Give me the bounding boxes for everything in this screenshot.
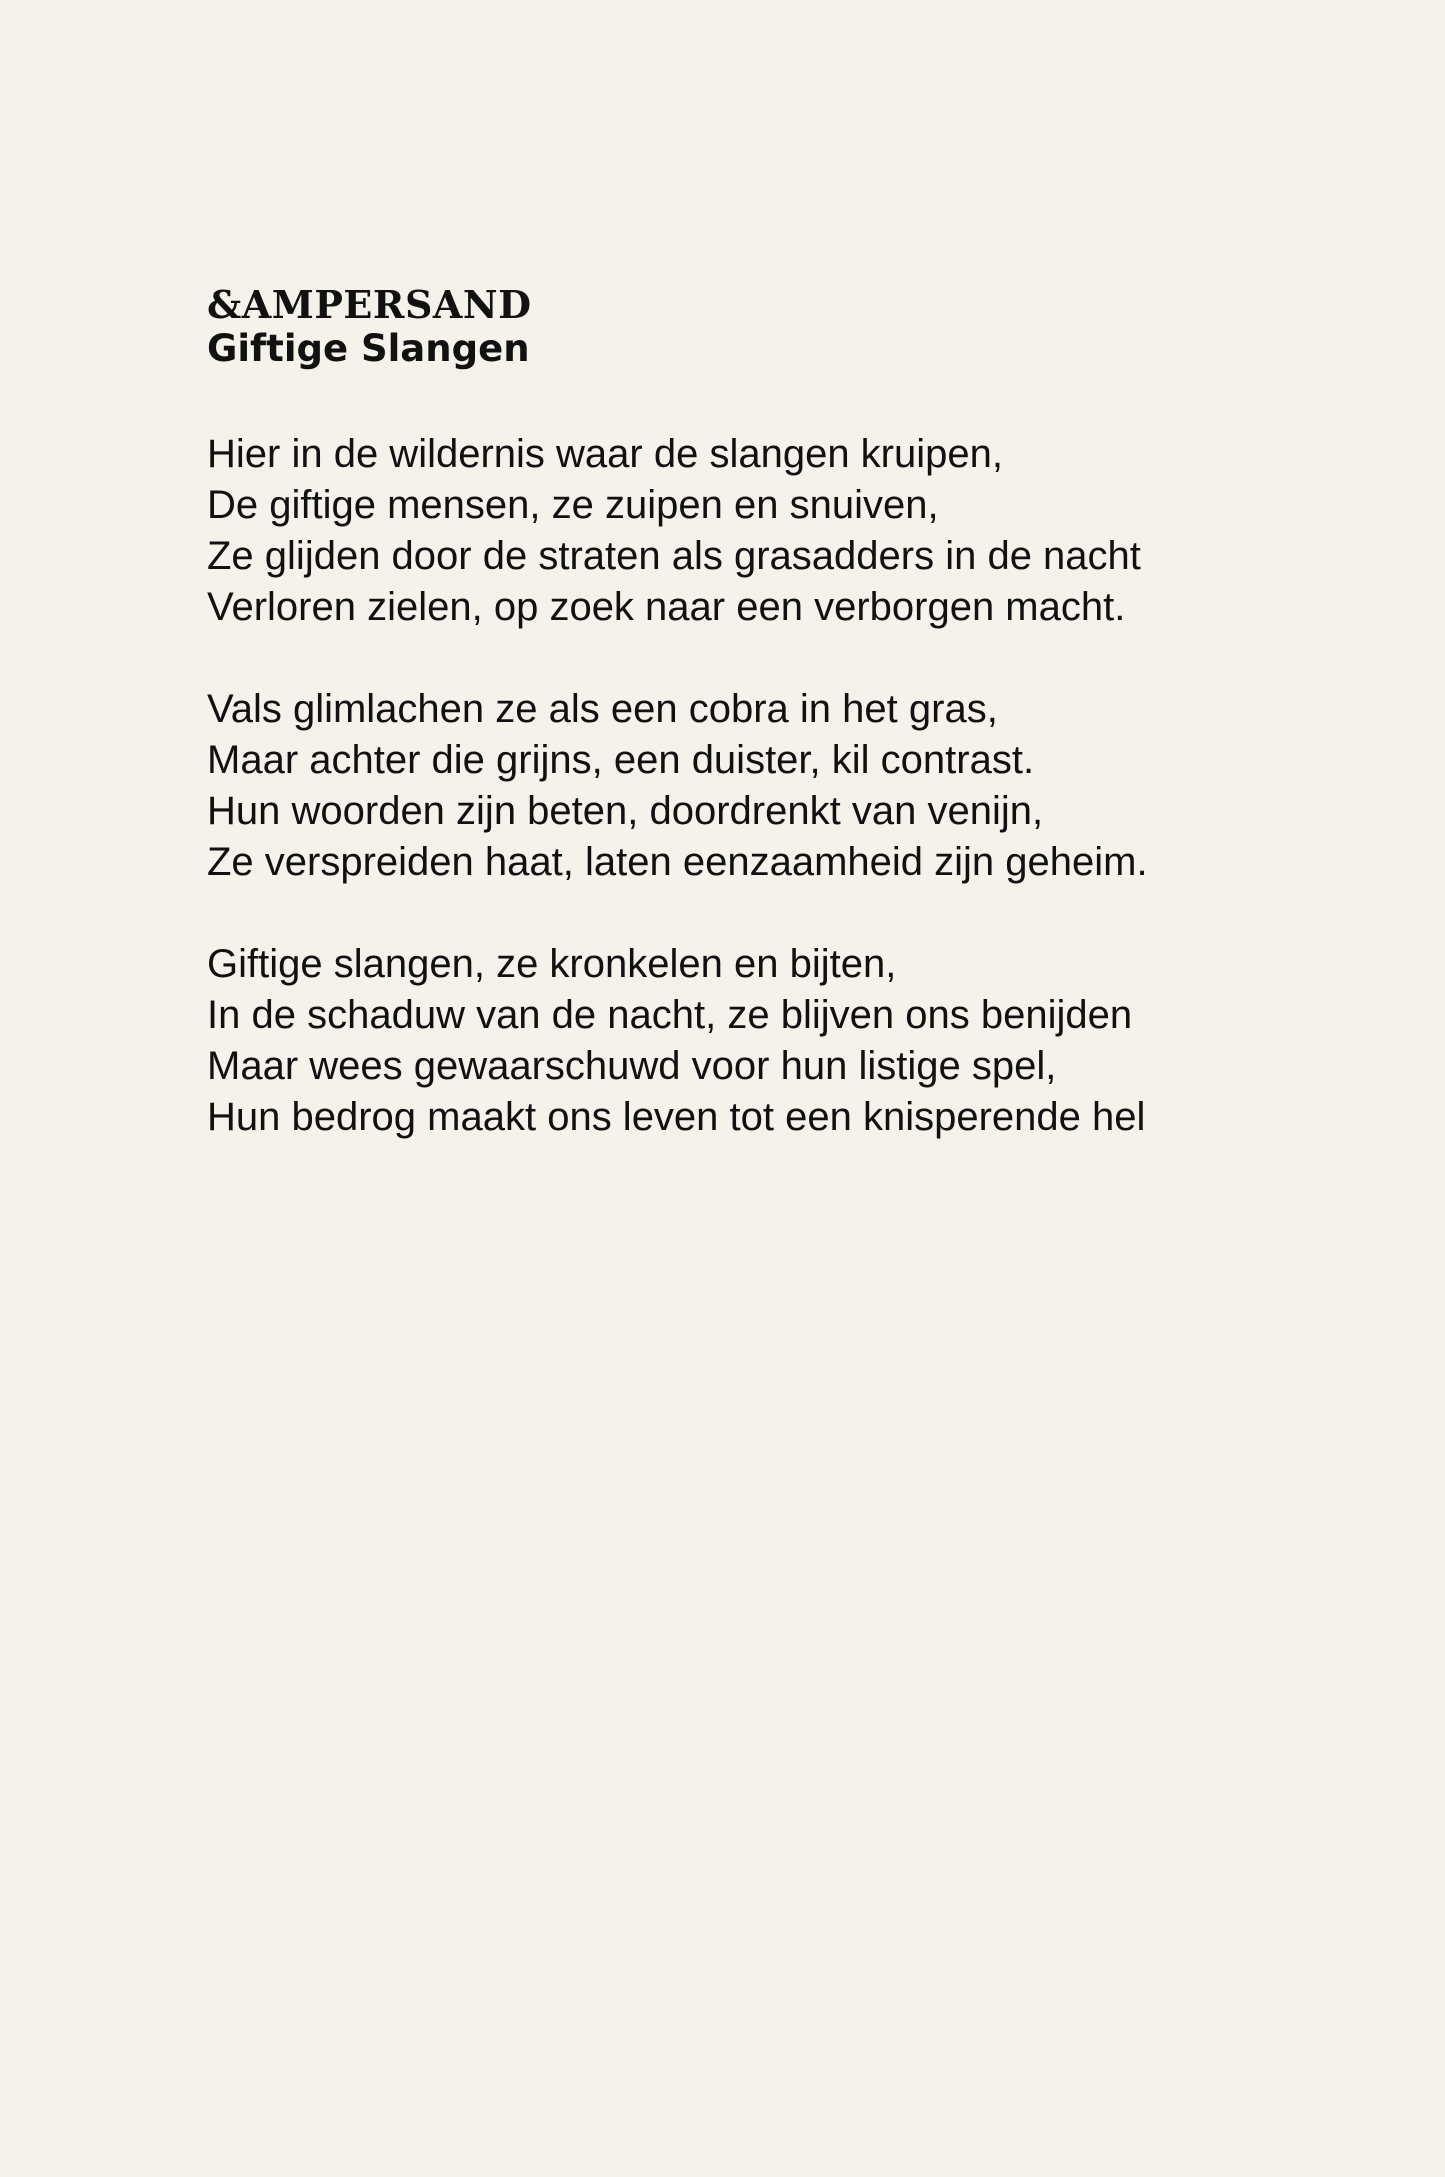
stanza-2 (207, 684, 1307, 888)
poem-body (207, 429, 1307, 1143)
poem-line: Ze verspreiden haat, laten eenzaamheid zijn geheim. (207, 840, 1148, 884)
poem-line: Ze glijden door de straten als grasadders in de nacht (207, 534, 1141, 578)
poem-line: Hun woorden zijn beten, doordrenkt van venijn, (207, 789, 1044, 833)
poem-line: Hun bedrog maakt ons leven tot een knisperende hel (207, 1095, 1146, 1139)
poem-card (207, 283, 1307, 1194)
poem-line: Verloren zielen, op zoek naar een verborgen macht. (207, 585, 1126, 629)
poem-line: Giftige slangen, ze kronkelen en bijten, (207, 942, 897, 986)
poem-line: Vals glimlachen ze als een cobra in het gras, (207, 687, 998, 731)
poem-title: Giftige Slangen (207, 327, 530, 370)
poem-line: De giftige mensen, ze zuipen en snuiven, (207, 483, 939, 527)
stanza-1 (207, 429, 1307, 633)
poem-line: Hier in de wildernis waar de slangen kruipen, (207, 432, 1003, 476)
stanza-3 (207, 939, 1307, 1143)
brand-logo: &AMPERSAND (207, 282, 532, 327)
poem-line: Maar achter die grijns, een duister, kil contrast. (207, 738, 1035, 782)
poem-line: In de schaduw van de nacht, ze blijven ons benijden (207, 993, 1133, 1037)
poem-line: Maar wees gewaarschuwd voor hun listige spel, (207, 1044, 1057, 1088)
